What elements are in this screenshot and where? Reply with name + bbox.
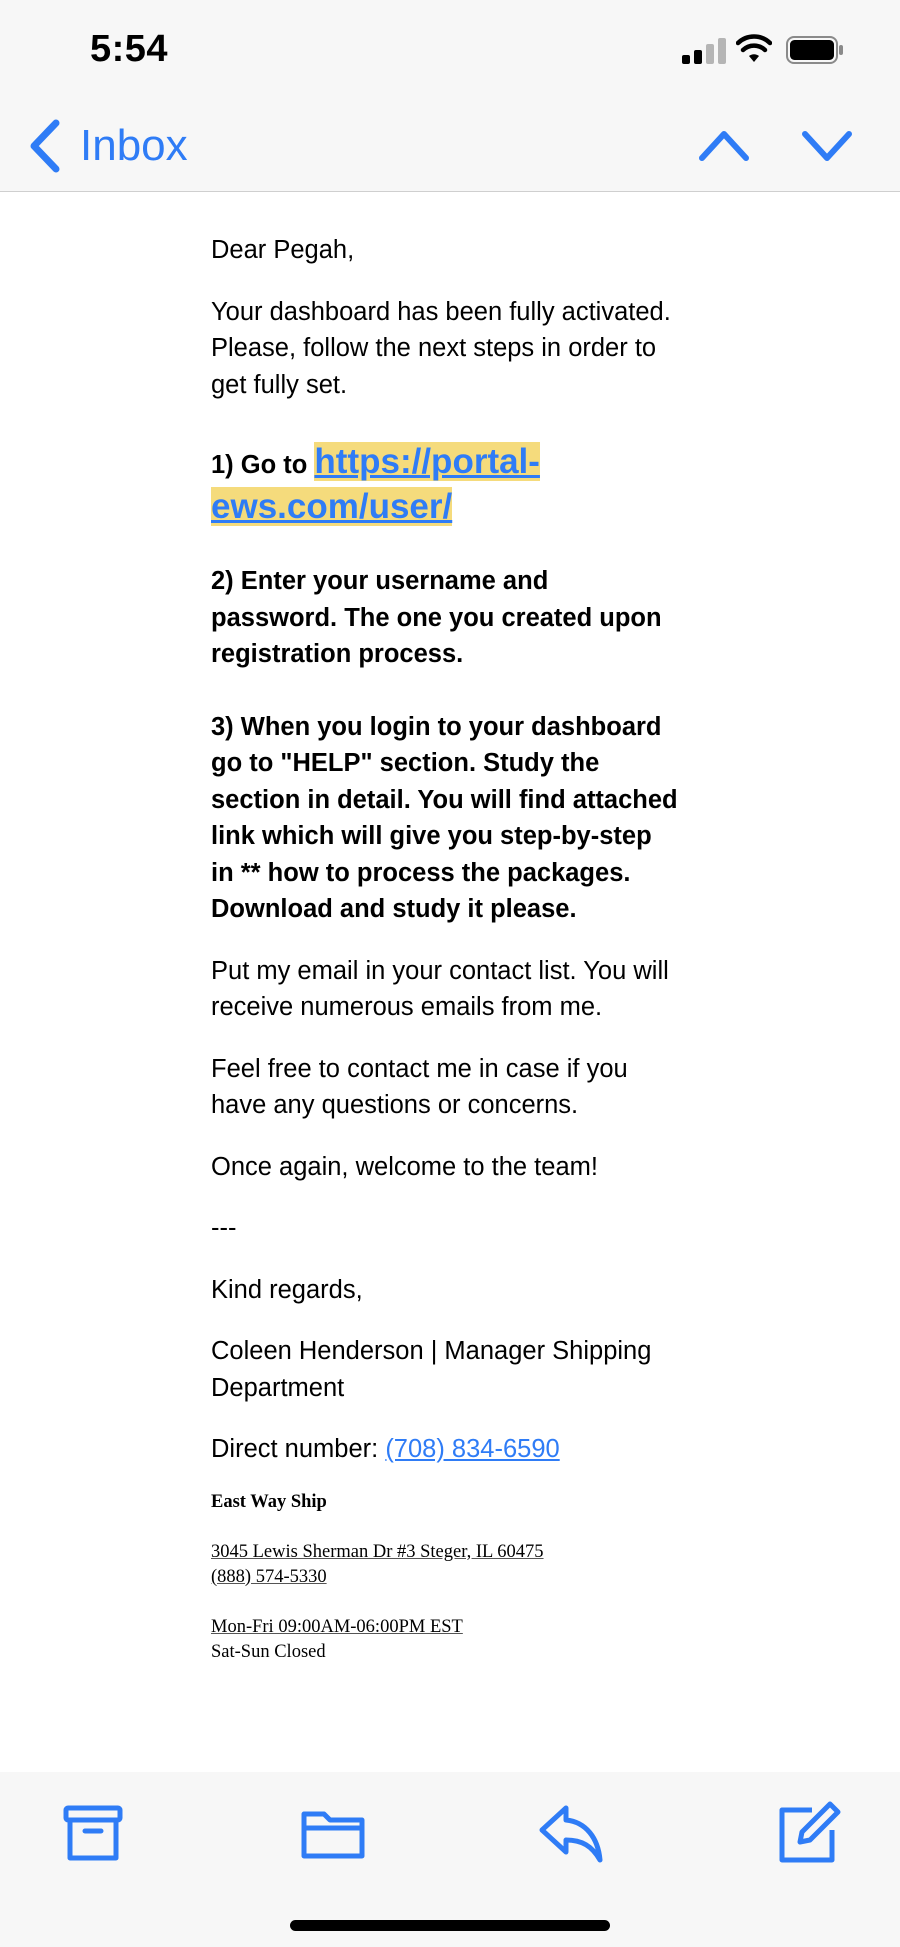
- regards-text: Kind regards,: [211, 1275, 363, 1304]
- status-bar: [0, 0, 900, 100]
- questions-paragraph: Feel free to contact me in case if you have any questions or concerns.: [211, 1054, 628, 1119]
- intro-paragraph: Your dashboard has been fully activated. Please, follow the next steps in order to get fully set.: [211, 297, 671, 399]
- greeting: Dear Pegah,: [211, 236, 355, 264]
- chevron-down-icon: [801, 124, 853, 168]
- phone-text[interactable]: (888) 574-5330: [211, 1566, 327, 1587]
- next-message-button[interactable]: [801, 124, 853, 168]
- direct-number-link[interactable]: (708) 834-6590: [385, 1435, 560, 1463]
- address-text[interactable]: 3045 Lewis Sherman Dr #3 Steger, IL 60475: [211, 1541, 544, 1562]
- step-3: 3) When you login to your dashboard go to "HELP" section. Study the section in detail. You will find attached link which will give you step-by-step in ** how to process the packages. Download and study it please.: [211, 712, 678, 923]
- wifi-icon: [736, 34, 772, 64]
- cellular-signal-icon: [682, 38, 726, 64]
- step-1-prefix: 1) Go to: [211, 451, 315, 479]
- contact-list-paragraph: Put my email in your contact list. You will receive numerous emails from me.: [211, 956, 669, 1021]
- company-address: [211, 1540, 681, 1565]
- step-2: 2) Enter your username and password. The one you created upon registration process.: [211, 567, 662, 668]
- status-time: 5:54: [90, 28, 169, 70]
- compose-button[interactable]: [776, 1800, 842, 1866]
- hours-weekend: Sat-Sun Closed: [211, 1641, 326, 1662]
- email-body: [211, 232, 681, 1665]
- direct-number-label: Direct number:: [211, 1435, 386, 1463]
- archive-icon: [60, 1800, 126, 1866]
- chevron-left-icon: [26, 119, 62, 173]
- nav-bar: [0, 100, 900, 192]
- welcome-paragraph: Once again, welcome to the team!: [211, 1152, 598, 1181]
- folder-icon: [300, 1800, 366, 1866]
- archive-button[interactable]: [60, 1800, 126, 1866]
- home-indicator[interactable]: [290, 1920, 610, 1931]
- compose-icon: [776, 1800, 842, 1866]
- chevron-up-icon: [698, 124, 750, 168]
- hours-weekday-text[interactable]: Mon-Fri 09:00AM-06:00PM EST: [211, 1616, 463, 1637]
- back-label: Inbox: [80, 121, 188, 170]
- previous-message-button[interactable]: [698, 124, 750, 168]
- move-to-folder-button[interactable]: [300, 1800, 366, 1866]
- direct-number-line: [211, 1431, 681, 1468]
- signature-name: Coleen Henderson | Manager Shipping Department: [211, 1337, 652, 1402]
- step-1: [211, 439, 681, 529]
- separator-text: ---: [211, 1214, 237, 1242]
- hours-weekday: [211, 1615, 681, 1640]
- portal-link[interactable]: https://portal-ews.com/user/: [211, 442, 540, 526]
- company-phone: [211, 1565, 681, 1590]
- company-name: East Way Ship: [211, 1491, 327, 1512]
- reply-button[interactable]: [538, 1800, 604, 1866]
- reply-icon: [538, 1800, 604, 1866]
- battery-icon: [786, 36, 844, 64]
- back-to-inbox-button[interactable]: [26, 116, 188, 176]
